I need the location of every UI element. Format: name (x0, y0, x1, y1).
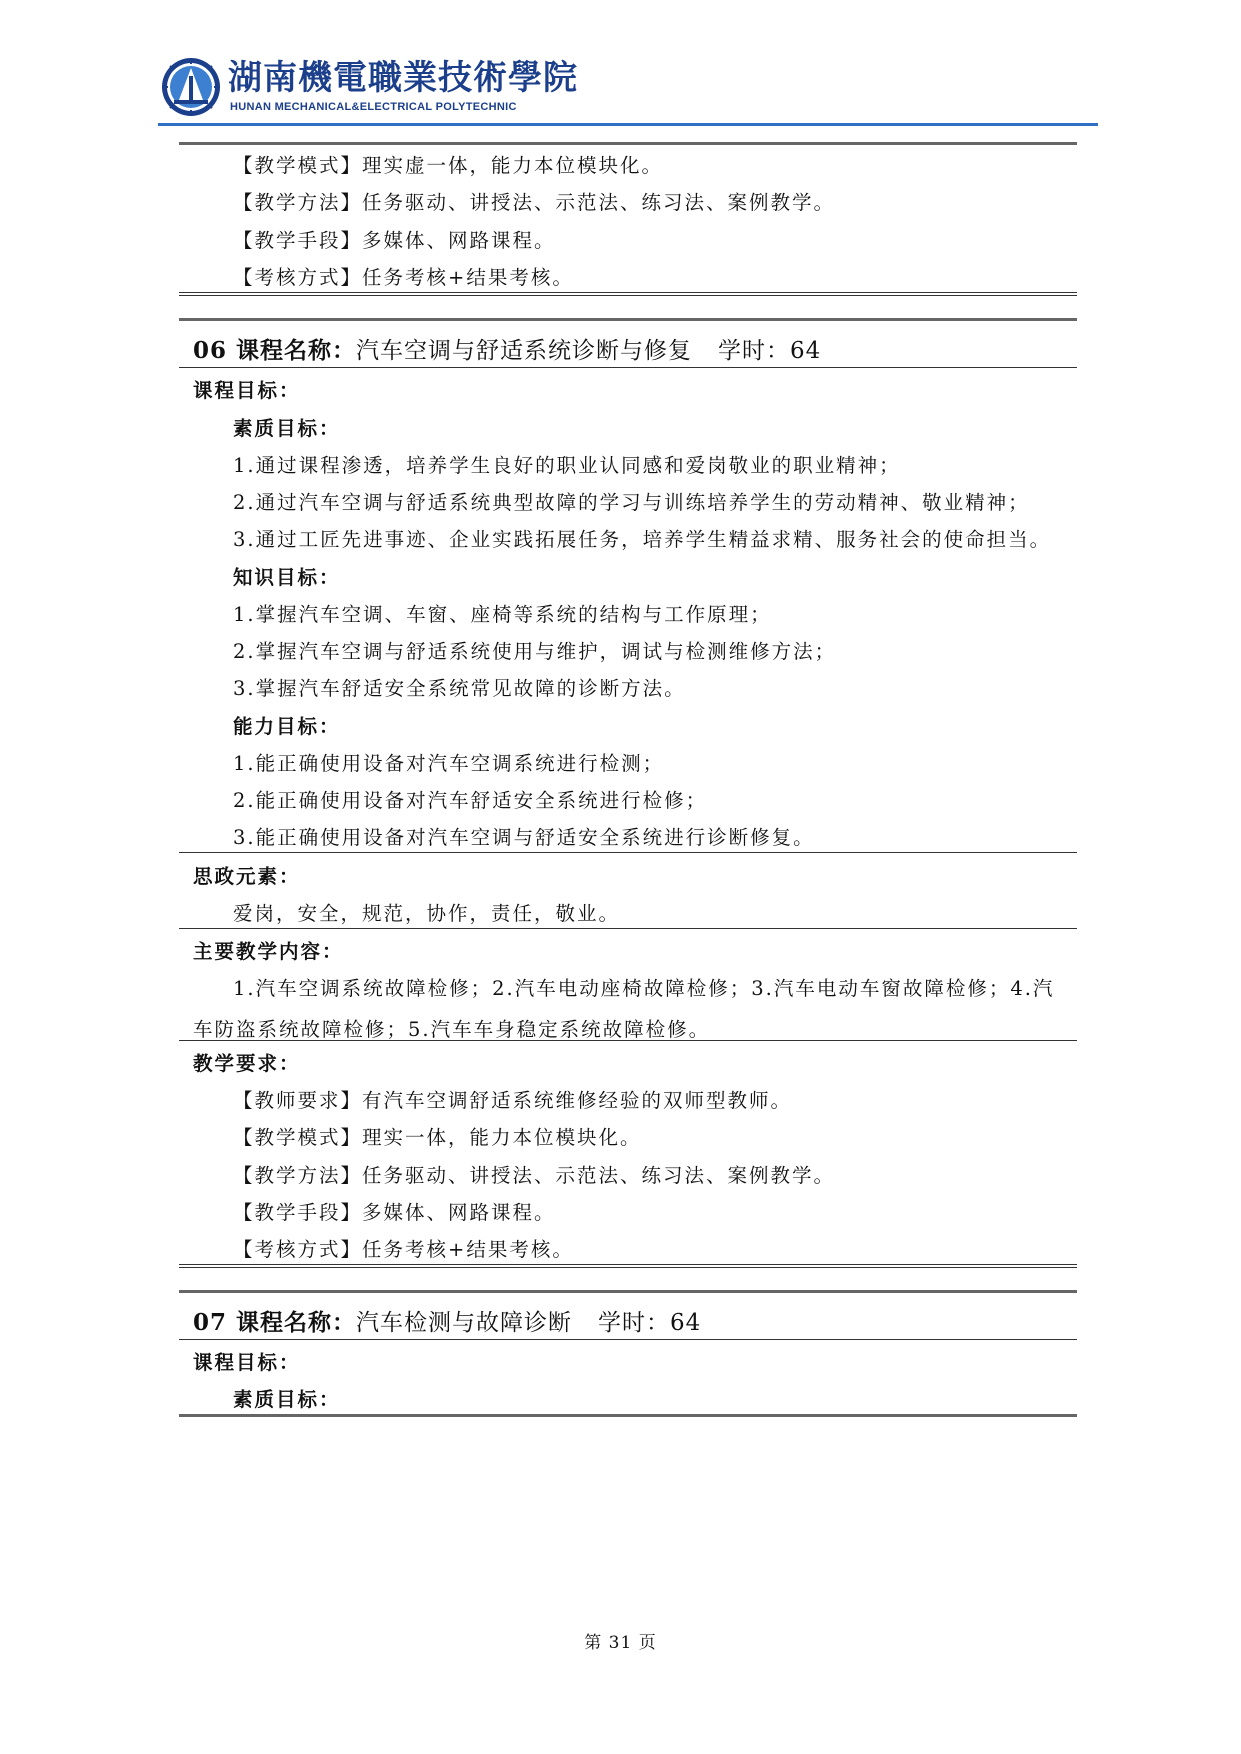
course07-title-rule (179, 1339, 1077, 1340)
course06-quality-2: 2.通过汽车空调与舒适系统典型故障的学习与训练培养学生的劳动精神、敬业精神； (233, 491, 1030, 514)
course06-ideology-text: 爱岗，安全，规范，协作，责任，敬业。 (233, 902, 621, 925)
course07-bottom-rule (179, 1414, 1077, 1417)
course07-hours: 学时：64 (598, 1310, 702, 1336)
course06-quality-1: 1.通过课程渗透，培养学生良好的职业认同感和爱岗敬业的职业精神； (233, 454, 901, 477)
section-top-rule (179, 142, 1077, 145)
course07-top-rule (179, 1290, 1077, 1293)
course06-ability-label: 能力目标： (233, 715, 341, 738)
course06-ability-3: 3.能正确使用设备对汽车空调与舒适安全系统进行诊断修复。 (233, 826, 815, 849)
course06-title-name: 汽车空调与舒适系统诊断与修复 (356, 338, 693, 364)
course07-title-name: 汽车检测与故障诊断 (356, 1310, 573, 1336)
course07-goals-label: 课程目标： (193, 1351, 301, 1374)
prev-teaching-means: 【教学手段】多媒体、网路课程。 (233, 229, 556, 252)
section-bottom-rule-2 (179, 295, 1077, 296)
course06-goals-label: 课程目标： (193, 379, 301, 402)
course07-quality-label: 素质目标： (233, 1388, 341, 1411)
course06-title-rule (179, 367, 1077, 368)
course06-title-lead: 06 课程名称： (193, 337, 357, 364)
school-logo-icon (160, 56, 222, 118)
prev-assessment: 【考核方式】任务考核+结果考核。 (233, 266, 574, 289)
course06-req-teacher: 【教师要求】有汽车空调舒适系统维修经验的双师型教师。 (233, 1089, 793, 1112)
course06-req-method: 【教学方法】任务驱动、讲授法、示范法、练习法、案例教学。 (233, 1164, 836, 1187)
course06-knowledge-2: 2.掌握汽车空调与舒适系统使用与维护，调试与检测维修方法； (233, 640, 837, 663)
course06-knowledge-3: 3.掌握汽车舒适安全系统常见故障的诊断方法。 (233, 677, 686, 700)
course06-quality-label: 素质目标： (233, 417, 341, 440)
course06-knowledge-1: 1.掌握汽车空调、车窗、座椅等系统的结构与工作原理； (233, 603, 772, 626)
course07-title-lead: 07 课程名称： (193, 1309, 357, 1336)
course06-ideology-label: 思政元素： (193, 865, 301, 888)
course06-bottom-rule (179, 1264, 1077, 1265)
course06-ability-2: 2.能正确使用设备对汽车舒适安全系统进行检修； (233, 789, 708, 812)
course06-ideology-rule (179, 928, 1077, 929)
header-divider (158, 123, 1098, 126)
course06-top-rule (179, 318, 1077, 321)
course06-hours: 学时：64 (718, 338, 822, 364)
course06-content-rule (179, 1040, 1077, 1041)
course06-req-label: 教学要求： (193, 1052, 301, 1075)
course06-ability-1: 1.能正确使用设备对汽车空调系统进行检测； (233, 752, 665, 775)
school-name-cn: 湖南機電職業技術學院 (228, 58, 578, 98)
course06-bottom-rule-2 (179, 1267, 1077, 1268)
page-header (158, 48, 1098, 128)
course06-content-text: 1.汽车空调系统故障检修；2.汽车电动座椅故障检修；3.汽车电动车窗故障检修；4.汽车防盗系统故障检修；5.汽车车身稳定系统故障检修。 (193, 977, 1055, 1041)
page-number: 第 31 页 (584, 1633, 657, 1653)
course06-req-mode: 【教学模式】理实一体，能力本位模块化。 (233, 1126, 642, 1149)
prev-teaching-mode: 【教学模式】理实虚一体，能力本位模块化。 (233, 154, 664, 177)
course06-req-means: 【教学手段】多媒体、网路课程。 (233, 1201, 556, 1224)
course06-content-label: 主要教学内容： (193, 940, 344, 963)
prev-teaching-method: 【教学方法】任务驱动、讲授法、示范法、练习法、案例教学。 (233, 191, 836, 214)
course07-title (193, 1308, 701, 1338)
course06-title (193, 336, 821, 366)
course06-goals-rule (179, 852, 1077, 853)
school-name-en: HUNAN MECHANICAL&ELECTRICAL POLYTECHNIC (230, 101, 517, 113)
section-bottom-rule (179, 292, 1077, 293)
course06-req-assessment: 【考核方式】任务考核+结果考核。 (233, 1238, 574, 1261)
course06-knowledge-label: 知识目标： (233, 566, 341, 589)
course06-quality-3: 3.通过工匠先进事迹、企业实践拓展任务，培养学生精益求精、服务社会的使命担当。 (233, 528, 1052, 551)
